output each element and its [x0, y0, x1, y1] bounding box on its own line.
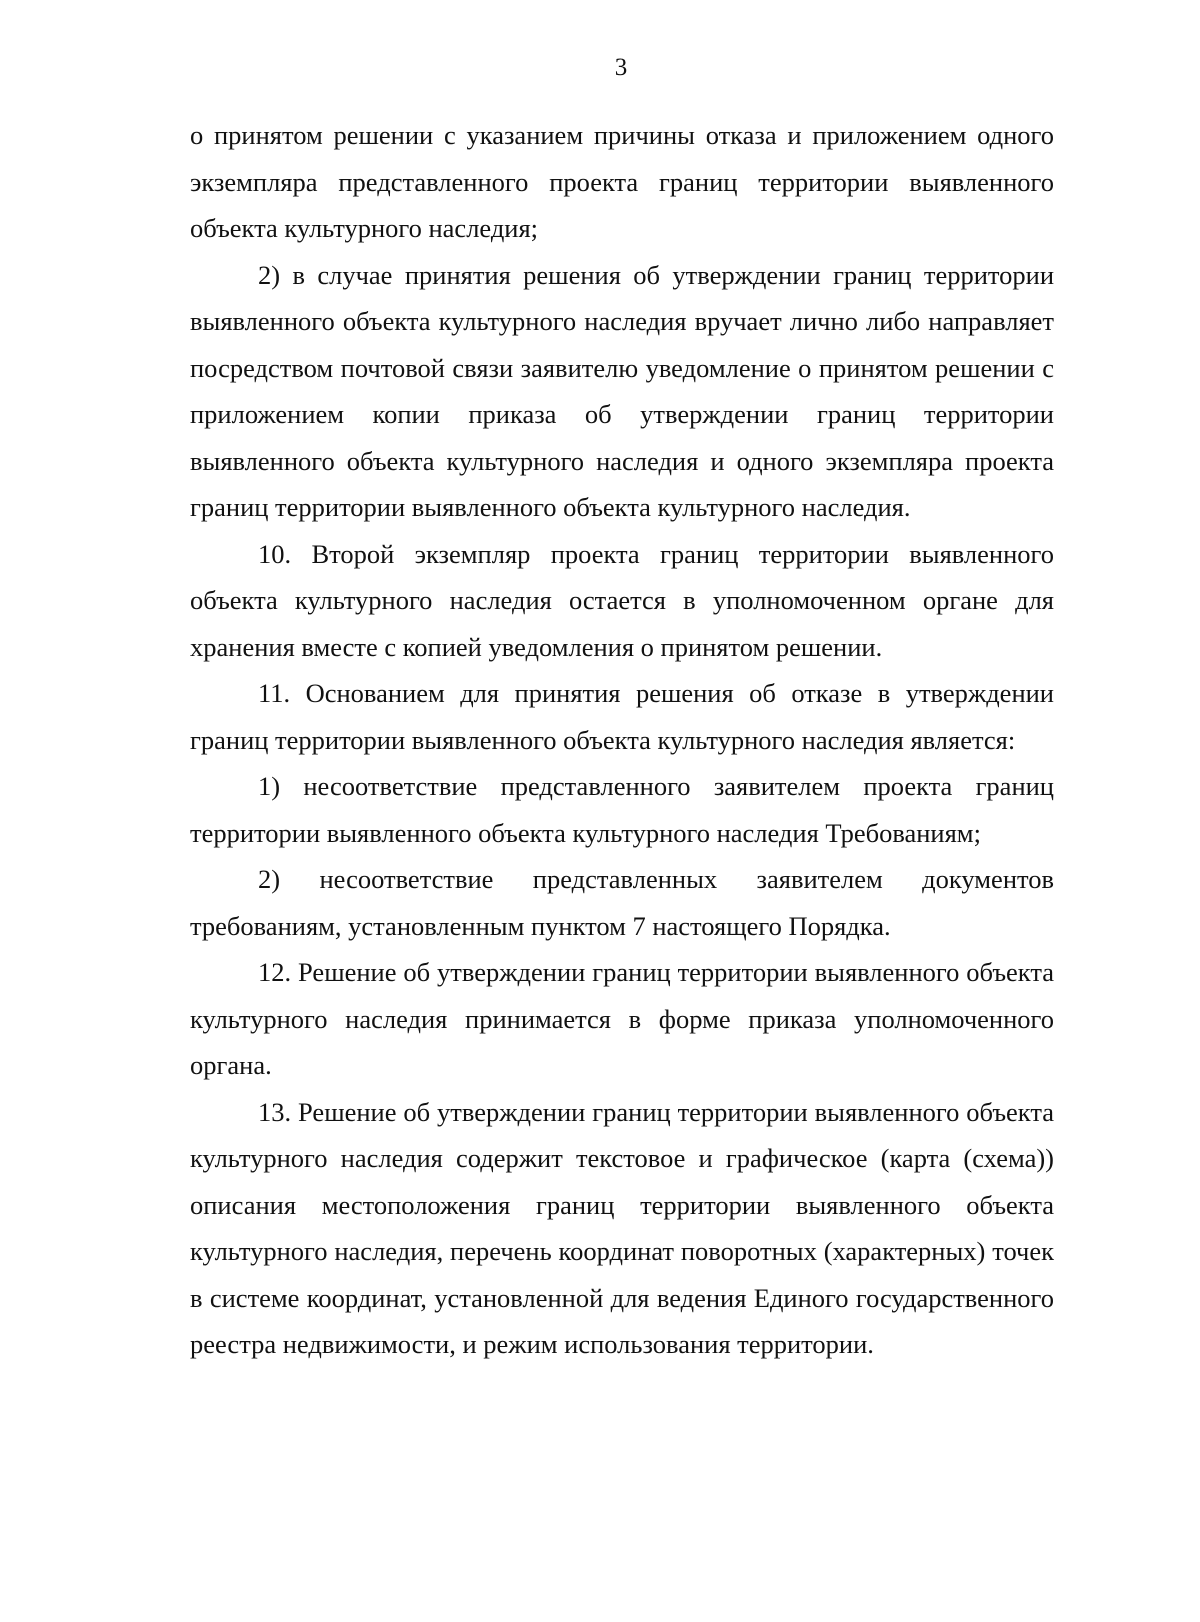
- paragraph-refusal-notice-continued: о принятом решении с указанием причины отказа и приложением одного экземпляра представленного проекта границ территории выявленного объекта культурного наследия;: [190, 120, 1054, 243]
- paragraph-approval-notice: 2) в случае принятия решения об утверждении границ территории выявленного объекта культурного наследия вручает лично либо направляет посредством почтовой связи заявителю уведомление о принятом решении с приложением копии приказа об утверждении границ территории выявленного объекта культурного наследия и одного экземпляра проекта границ территории выявленного объекта культурного наследия.: [190, 259, 1054, 522]
- document-body: [190, 112, 1054, 1368]
- paragraph-12: 12. Решение об утверждении границ территории выявленного объекта культурного наследия принимается в форме приказа уполномоченного органа.: [190, 957, 1054, 1080]
- page-number: 3: [614, 54, 628, 81]
- paragraph-11-item-2: 2) несоответствие представленных заявителем документов требованиям, установленным пунктом 7 настоящего Порядка.: [190, 864, 1054, 941]
- paragraph-10: 10. Второй экземпляр проекта границ территории выявленного объекта культурного наследия остается в уполномоченном органе для хранения вместе с копией уведомления о принятом решении.: [190, 538, 1054, 662]
- paragraph-11: 11. Основанием для принятия решения об отказе в утверждении границ территории выявленного объекта культурного наследия является:: [190, 678, 1054, 755]
- paragraph-13: 13. Решение об утверждении границ территории выявленного объекта культурного наследия содержит текстовое и графическое (карта (схема)) описания местоположения границ территории выявленного объекта культурного наследия, перечень координат поворотных (характерных) точек в системе координат, установленной для ведения Единого государственного реестра недвижимости, и режим использования территории.: [190, 1096, 1054, 1359]
- paragraph-11-item-1: 1) несоответствие представленного заявителем проекта границ территории выявленного объекта культурного наследия Требованиям;: [190, 771, 1054, 848]
